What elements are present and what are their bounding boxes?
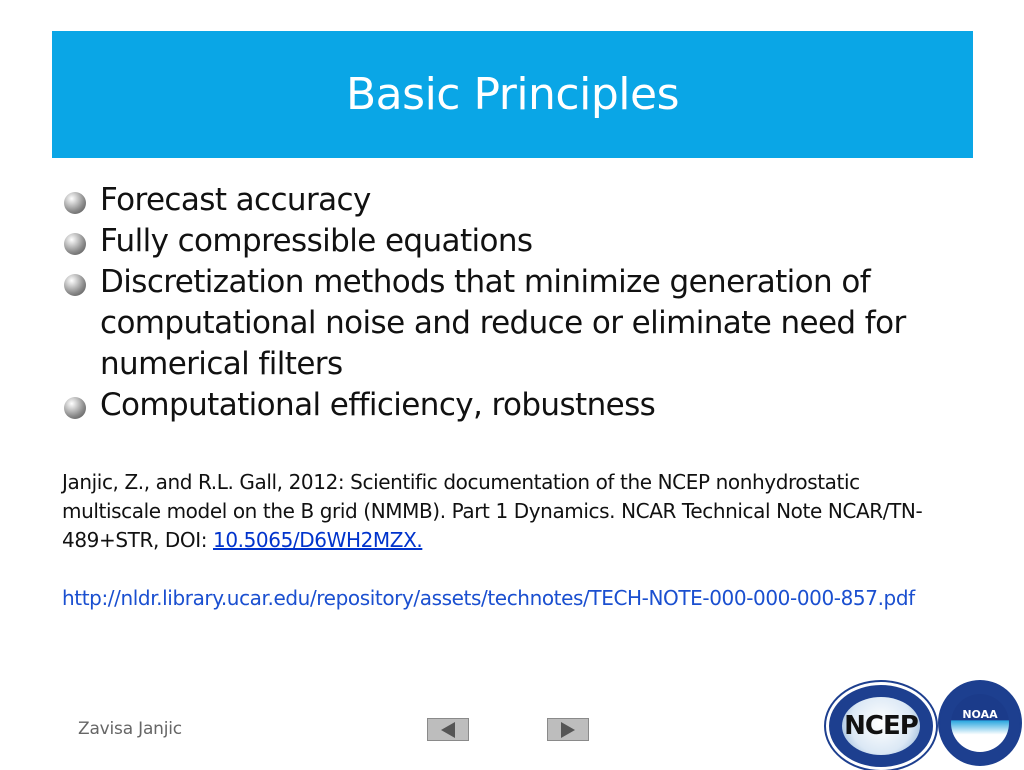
bullet-item <box>62 221 962 262</box>
sphere-bullet-icon <box>64 192 86 214</box>
triangle-right-icon <box>561 722 575 738</box>
reference-block <box>62 468 962 613</box>
tech-note-url[interactable]: http://nldr.library.ucar.edu/repository/assets/technotes/TECH-NOTE-000-000-000-857.pdf <box>62 586 915 610</box>
noaa-logo <box>938 680 1022 766</box>
bullet-list <box>62 180 962 426</box>
ncep-logo <box>826 682 936 770</box>
sphere-bullet-icon <box>64 274 86 296</box>
doi-link[interactable]: 10.5065/D6WH2MZX. <box>213 528 423 552</box>
sphere-bullet-icon <box>64 397 86 419</box>
bullet-item <box>62 262 962 385</box>
footer-author: Zavisa Janjic <box>78 719 182 739</box>
bullet-item <box>62 385 962 426</box>
bullet-item <box>62 180 962 221</box>
noaa-logo-text: NOAA <box>962 708 998 721</box>
bullet-text: Computational efficiency, robustness <box>100 387 656 423</box>
triangle-left-icon <box>441 722 455 738</box>
ncep-logo-text: NCEP <box>844 711 918 741</box>
citation-body: Janjic, Z., and R.L. Gall, 2012: Scientific documentation of the NCEP nonhydrostatic multiscale model on the B grid (NMMB). Part 1 Dynamics. NCAR Technical Note NCAR/TN-489+STR, DOI: <box>62 470 923 552</box>
citation-text <box>62 468 962 555</box>
sphere-bullet-icon <box>64 233 86 255</box>
previous-slide-button[interactable] <box>427 718 469 741</box>
next-slide-button[interactable] <box>547 718 589 741</box>
ncep-logo-inner <box>842 697 920 755</box>
bullet-text: Discretization methods that minimize generation of computational noise and reduce or eliminate need for numerical filters <box>100 264 906 382</box>
slide-title: Basic Principles <box>346 69 679 120</box>
bullet-text: Forecast accuracy <box>100 182 371 218</box>
bullet-text: Fully compressible equations <box>100 223 533 259</box>
title-bar <box>52 31 973 158</box>
noaa-logo-inner <box>951 694 1009 752</box>
